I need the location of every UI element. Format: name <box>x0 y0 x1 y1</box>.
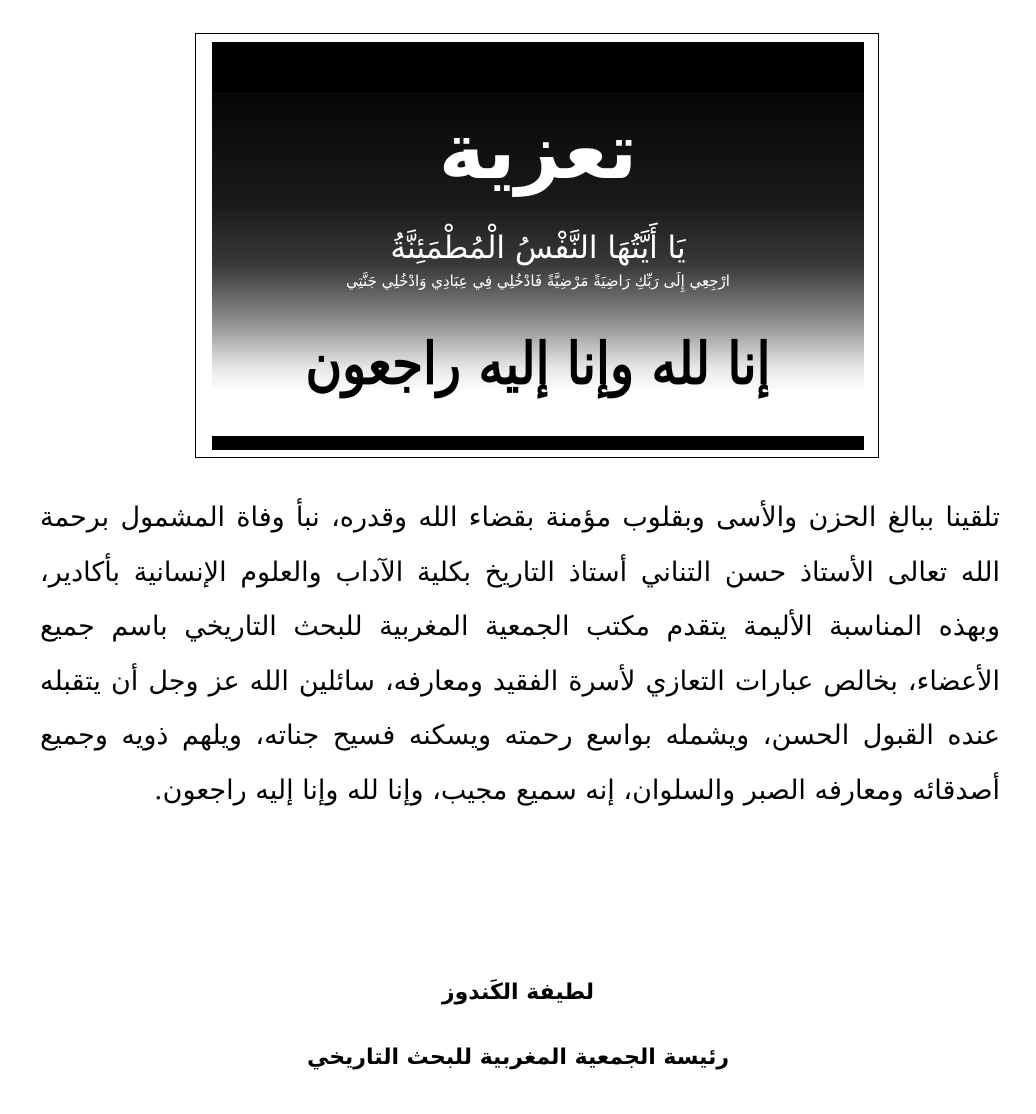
condolence-banner-frame <box>195 33 879 458</box>
signatory-title: رئيسة الجمعية المغربية للبحث التاريخي <box>306 1045 730 1070</box>
banner-calligraphy: إنا لله وإنا إليه راجعون <box>305 329 771 398</box>
condolence-message: تلقينا ببالغ الحزن والأسى وبقلوب مؤمنة بقضاء الله وقدره، نبأ وفاة المشمول برحمة الله تعالى الأستاذ حسن التناني أستاذ التاريخ بكلية الآداب والعلوم الإنسانية بأكادير، وبهذه المناسبة الأليمة يتقدم مكتب الجمعية المغربية للبحث التاريخي باسم جميع الأعضاء، بخالص عبارات التعازي لأسرة الفقيد ومعارفه، سائلين الله عز وجل أن يتقبله عنده القبول الحسن، ويشمله بواسع رحمته ويسكنه فسيح جناته، ويلهم ذويه وجميع أصدقائه ومعارفه الصبر والسلوان، إنه سميع مجيب، وإنا لله وإنا إليه راجعون. <box>40 502 1001 806</box>
banner-quran-verse: يَا أَيَّتُهَا النَّفْسُ الْمُطْمَئِنَّةُ <box>390 230 686 266</box>
banner-bottom-band <box>212 436 864 450</box>
signatory-name: لطيفة الكَندوز <box>441 980 595 1005</box>
banner-quran-verse-continuation: ارْجِعِي إِلَى رَبِّكِ رَاضِيَةً مَرْضِيَّةً فَادْخُلِي فِي عِبَادِي وَادْخُلِي جَنَّتِي <box>346 272 730 290</box>
banner-title: تعزية <box>438 107 638 197</box>
banner-top-band <box>212 42 864 92</box>
condolence-banner <box>212 42 864 450</box>
